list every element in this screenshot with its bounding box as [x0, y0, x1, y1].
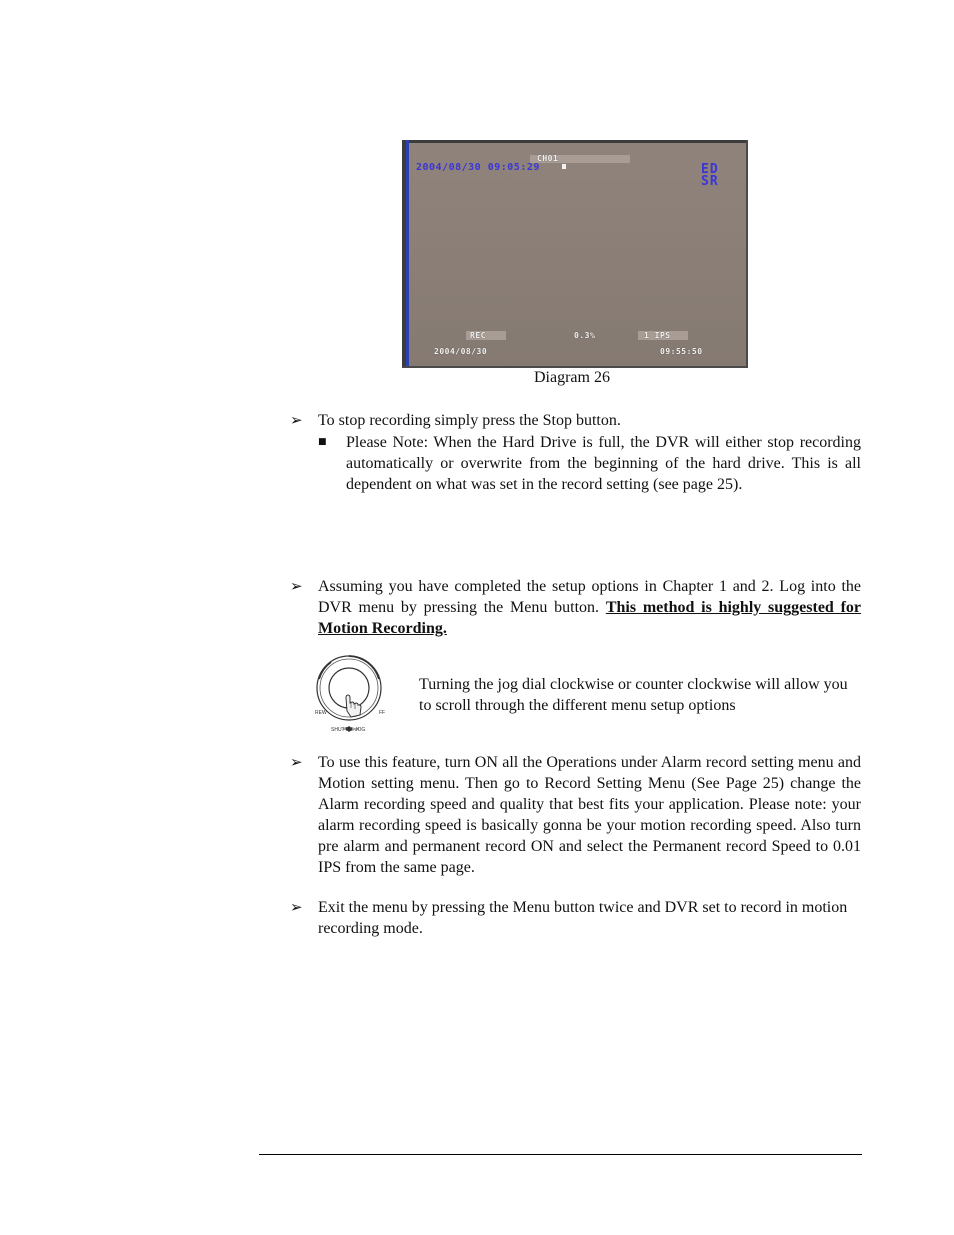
- channel-label: CH01: [537, 154, 559, 163]
- screen-border-top: [402, 140, 748, 143]
- jog-dial-description: Turning the jog dial clockwise or counter clockwise will allow you to scroll through the different menu setup options: [419, 676, 848, 714]
- exit-menu-instruction: Exit the menu by pressing the Menu button twice and DVR set to record in motion recording mode.: [318, 899, 848, 937]
- jog-label-jog: JOG: [355, 727, 366, 733]
- screen-border-bottom: [402, 366, 748, 368]
- rec-indicator: REC: [470, 331, 486, 340]
- logo-line-2: SR: [701, 174, 719, 189]
- menu-login-text: Assuming you have completed the setup options in Chapter 1 and 2. Log into the DVR menu by pressing the Menu button.: [318, 578, 861, 616]
- diagram-caption: Diagram 26: [534, 369, 610, 386]
- record-rate: 1 IPS: [644, 331, 671, 340]
- bottom-date: 2004/08/30: [434, 347, 488, 356]
- square-bullet-icon: ■: [318, 437, 327, 447]
- screen-edge-blue: [406, 140, 409, 368]
- arrow-bullet-icon: ➢: [290, 898, 303, 916]
- arrow-bullet-icon: ➢: [290, 411, 303, 429]
- cursor-block: [562, 164, 566, 169]
- motion-emphasis: This method is highly suggested for Motion Recording.: [318, 599, 862, 637]
- datetime-overlay: 2004/08/30 09:05:29: [416, 162, 540, 173]
- dvr-screen-image: [402, 140, 748, 368]
- logo-line-1: ED: [701, 162, 719, 177]
- arrow-bullet-icon: ➢: [290, 753, 303, 771]
- footer-rule: [259, 1154, 862, 1155]
- menu-login-instruction: [318, 576, 861, 639]
- jog-label-ff: FF: [379, 710, 386, 716]
- arrow-bullet-icon: ➢: [290, 577, 303, 595]
- stop-instruction: To stop recording simply press the Stop button.: [318, 412, 621, 429]
- screen-border-right: [746, 140, 748, 368]
- edsr-logo: [701, 164, 719, 188]
- jog-label-rew: REW: [315, 710, 327, 716]
- motion-feature-instruction: To use this feature, turn ON all the Operations under Alarm record setting menu and Motion setting menu. Then go to Record Setting Menu (See Page 25) change the Alarm recording speed and quality that best fits your application. Please note: your alarm recording speed is basically gonna be your motion recording speed. Also turn pre alarm and permanent record ON and select the Permanent record Speed to 0.01 IPS from the same page.: [318, 754, 861, 876]
- jog-label-shuttle: SHUTTLE: [331, 727, 354, 733]
- bottom-time: 09:55:50: [660, 347, 703, 356]
- hard-drive-note: Please Note: When the Hard Drive is full, the DVR will either stop recording automatically or overwrite from the beginning of the hard drive. This is all dependent on what was set in the record setting (see page 25).: [346, 434, 861, 493]
- jog-dial-icon: [313, 653, 385, 735]
- disk-usage: 0.3%: [574, 331, 596, 340]
